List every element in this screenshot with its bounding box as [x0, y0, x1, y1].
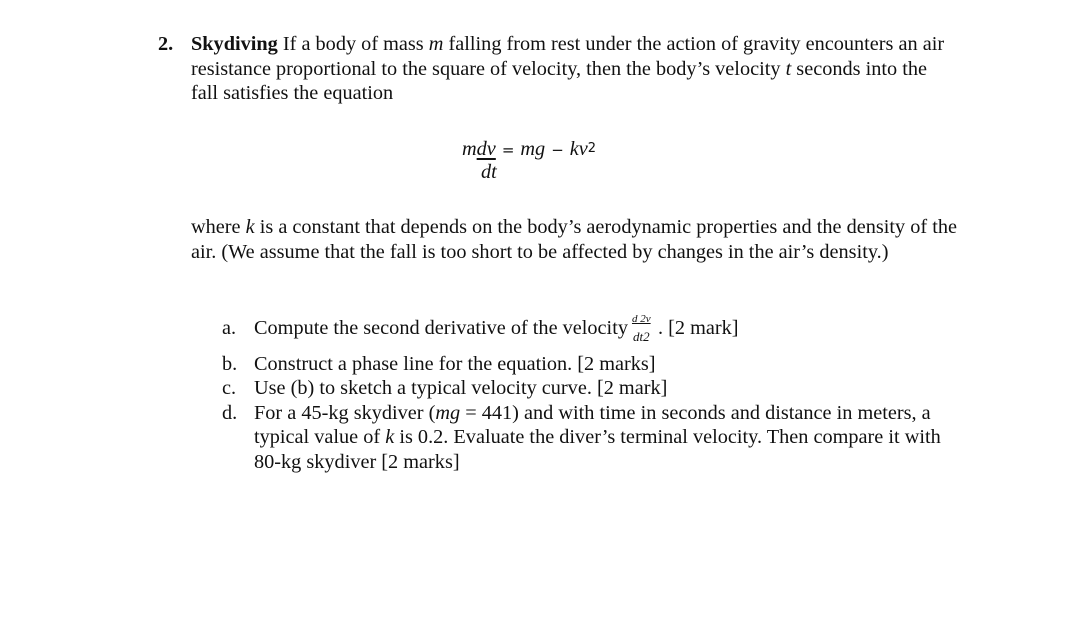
- variable-k: k: [385, 426, 395, 448]
- equation-equals: =: [501, 141, 515, 159]
- equation-minus: −: [551, 141, 564, 159]
- problem-intro: [158, 32, 958, 106]
- equation-row: [462, 137, 596, 162]
- fraction-denominator: dt2: [632, 329, 650, 344]
- variable-m: m: [428, 33, 444, 55]
- differential-equation: [462, 137, 682, 187]
- subquestion-letter: a.: [222, 317, 237, 339]
- subquestion-b: b. Construct a phase line for the equation. [2 marks]: [222, 352, 656, 375]
- problem-number: 2.: [158, 33, 174, 55]
- equation-exponent: 2: [587, 141, 597, 156]
- subquestion-a: a. Compute the second derivative of the velocity $\frac{d 2v}{dt2}$ . [2 mark]: [222, 313, 739, 344]
- equation-kv: kv: [569, 138, 588, 160]
- subquestions-list: [222, 313, 962, 474]
- equation-mg: mg: [520, 138, 546, 160]
- second-derivative-fraction: [630, 313, 658, 344]
- equation-numerator: dv: [476, 138, 496, 160]
- subquestion-c: c. Use (b) to sketch a typical velocity curve. [2 mark]: [222, 377, 668, 399]
- subquestion-d: d. For a 45-kg skydiver (mg = 441) and with time in seconds and distance in meters, a typical value of k is 0.2. Evaluate the diver’s terminal velocity. Then compare it with 80-kg skydiver [2 marks]: [222, 401, 941, 473]
- problem-intro-text: Skydiving If a body of mass m falling from rest under the action of gravity encounters an air resistance proportional to the square of velocity, then the body’s velocity t seconds into the fall satisfies the equation: [191, 33, 945, 104]
- subquestion-letter: d.: [222, 401, 238, 424]
- variable-mg: mg: [435, 401, 461, 424]
- problem-statement: [158, 32, 958, 106]
- subquestion-letter: c.: [222, 377, 237, 399]
- equation-mass: m: [462, 138, 477, 160]
- variable-t: t: [785, 57, 792, 80]
- subquestion-letter: b.: [222, 352, 238, 375]
- variable-k: k: [245, 216, 255, 238]
- constant-description: where k is a constant that depends on the body’s aerodynamic properties and the density of the air. (We assume that the fall is too short to be affected by changes in the air’s density.): [191, 216, 957, 263]
- problem-keyword: Skydiving: [191, 33, 278, 55]
- fraction-numerator: d 2v: [631, 313, 651, 325]
- equation-denominator: dt: [481, 161, 497, 183]
